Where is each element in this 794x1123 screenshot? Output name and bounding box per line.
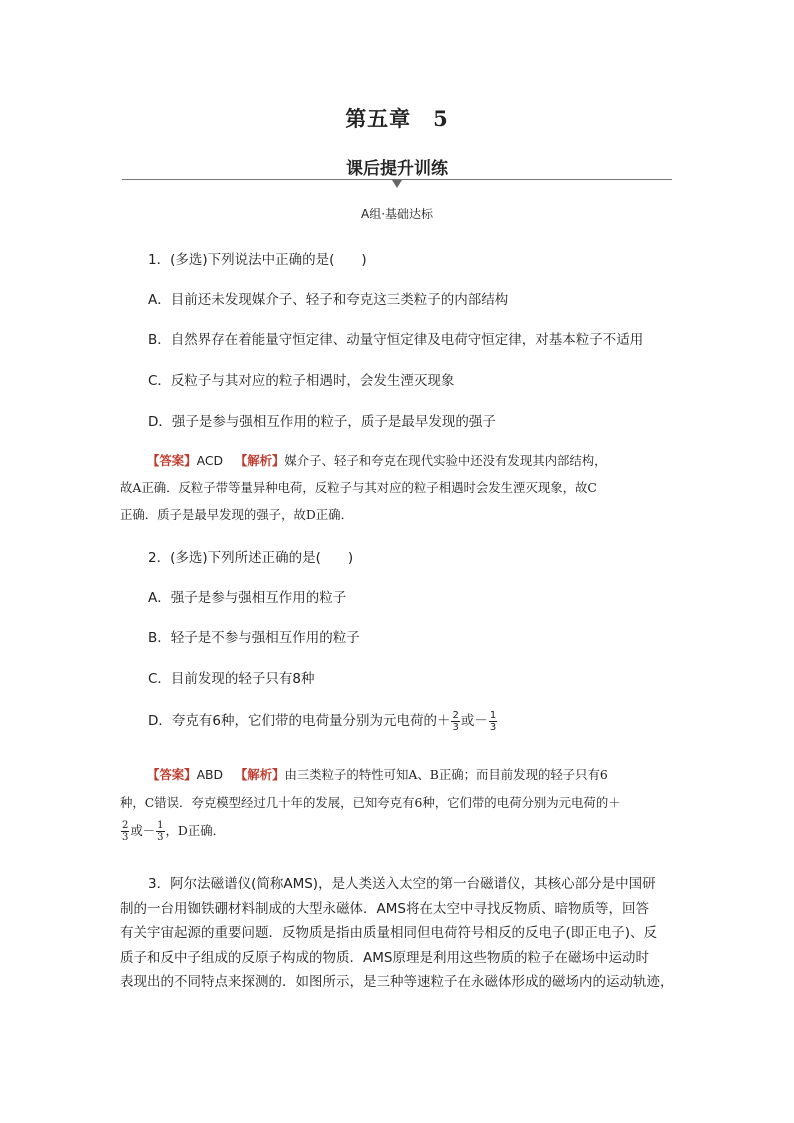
q3-line: 3．阿尔法磁谱仪(简称AMS)，是人类送入太空的第一台磁谱仪，其核心部分是中国研 bbox=[148, 876, 656, 892]
analysis-text: 由三类粒子的特性可知A、B正确；而目前发现的轻子只有6 bbox=[284, 767, 608, 782]
analysis-text: 媒介子、轻子和夸克在现代实验中还没有发现其内部结构， bbox=[284, 453, 607, 468]
q3-paragraph bbox=[120, 872, 676, 995]
q3-line: 表现出的不同特点来探测的．如图所示，是三种等速粒子在永磁体形成的磁场内的运动轨迹， bbox=[120, 974, 674, 990]
chapter-title: 第五章 5 bbox=[345, 106, 449, 131]
analysis-or: 或－ bbox=[130, 823, 156, 838]
q1-analysis-line-2: 故A正确．反粒子带等量异种电荷，反粒子与其对应的粒子相遇时会发生湮灭现象，故C bbox=[120, 480, 597, 495]
q2-option-d-text: D．夸克有6种，它们带的电荷量分别为元电荷的＋ bbox=[148, 713, 451, 729]
fraction-two-thirds: $\frac{2}{3}$ bbox=[452, 709, 459, 733]
q2-analysis-line-3 bbox=[120, 820, 225, 843]
q2-option-b: B．轻子是不参与强相互作用的粒子 bbox=[148, 630, 360, 646]
q3-line: 质子和反中子组成的反原子构成的物质．AMS原理是利用这些物质的粒子在磁场中运动时 bbox=[120, 949, 649, 966]
q3-line: 有关宇宙起源的重要问题．反物质是指由质量相同但电荷符号相反的反电子(即正电子)、反 bbox=[120, 925, 658, 941]
section-title: 课后提升训练 bbox=[346, 159, 448, 179]
q2-option-a: A．强子是参与强相互作用的粒子 bbox=[148, 590, 347, 606]
answer-value: ABD bbox=[196, 767, 224, 782]
q1-stem: 1．(多选)下列说法中正确的是( ) bbox=[148, 252, 367, 268]
answer-tag: 【答案】 bbox=[147, 453, 197, 468]
q3-line: 制的一台用铷铁硼材料制成的大型永磁体．AMS将在太空中寻找反物质、暗物质等，回答 bbox=[120, 900, 649, 917]
analysis-tag: 【解析】 bbox=[234, 767, 285, 782]
triangle-marker-icon bbox=[392, 180, 402, 188]
q1-analysis-line-3: 正确．质子是最早发现的强子，故D正确． bbox=[120, 507, 353, 522]
q1-option-d: D．强子是参与强相互作用的粒子，质子是最早发现的强子 bbox=[148, 414, 496, 430]
answer-tag: 【答案】 bbox=[147, 767, 197, 782]
fraction-one-third: $\frac{1}{3}$ bbox=[157, 820, 164, 843]
q2-answer-line bbox=[147, 765, 608, 783]
answer-value: ACD bbox=[196, 453, 224, 468]
q2-analysis-line-2: 种，C错误．夸克模型经过几十年的发展，已知夸克有6种，它们带的电荷分别为元电荷的＋ bbox=[120, 795, 621, 810]
q2-stem: 2．(多选)下列所述正确的是( ) bbox=[148, 550, 354, 566]
group-heading: A组·基础达标 bbox=[360, 207, 434, 221]
q2-option-d bbox=[148, 709, 498, 733]
q2-option-d-or: 或－ bbox=[460, 713, 488, 729]
q1-option-c: C．反粒子与其对应的粒子相遇时，会发生湮灭现象 bbox=[148, 373, 455, 389]
q2-option-c: C．目前发现的轻子只有8种 bbox=[148, 671, 315, 687]
q1-option-b: B．自然界存在着能量守恒定律、动量守恒定律及电荷守恒定律，对基本粒子不适用 bbox=[148, 332, 644, 348]
q1-answer-line bbox=[147, 451, 607, 469]
fraction-two-thirds: $\frac{2}{3}$ bbox=[122, 820, 129, 843]
fraction-one-third: $\frac{1}{3}$ bbox=[489, 709, 497, 733]
q1-option-a: A．目前还未发现媒介子、轻子和夸克这三类粒子的内部结构 bbox=[148, 292, 509, 308]
analysis-end: ，D正确． bbox=[165, 823, 226, 838]
analysis-tag: 【解析】 bbox=[234, 453, 285, 468]
